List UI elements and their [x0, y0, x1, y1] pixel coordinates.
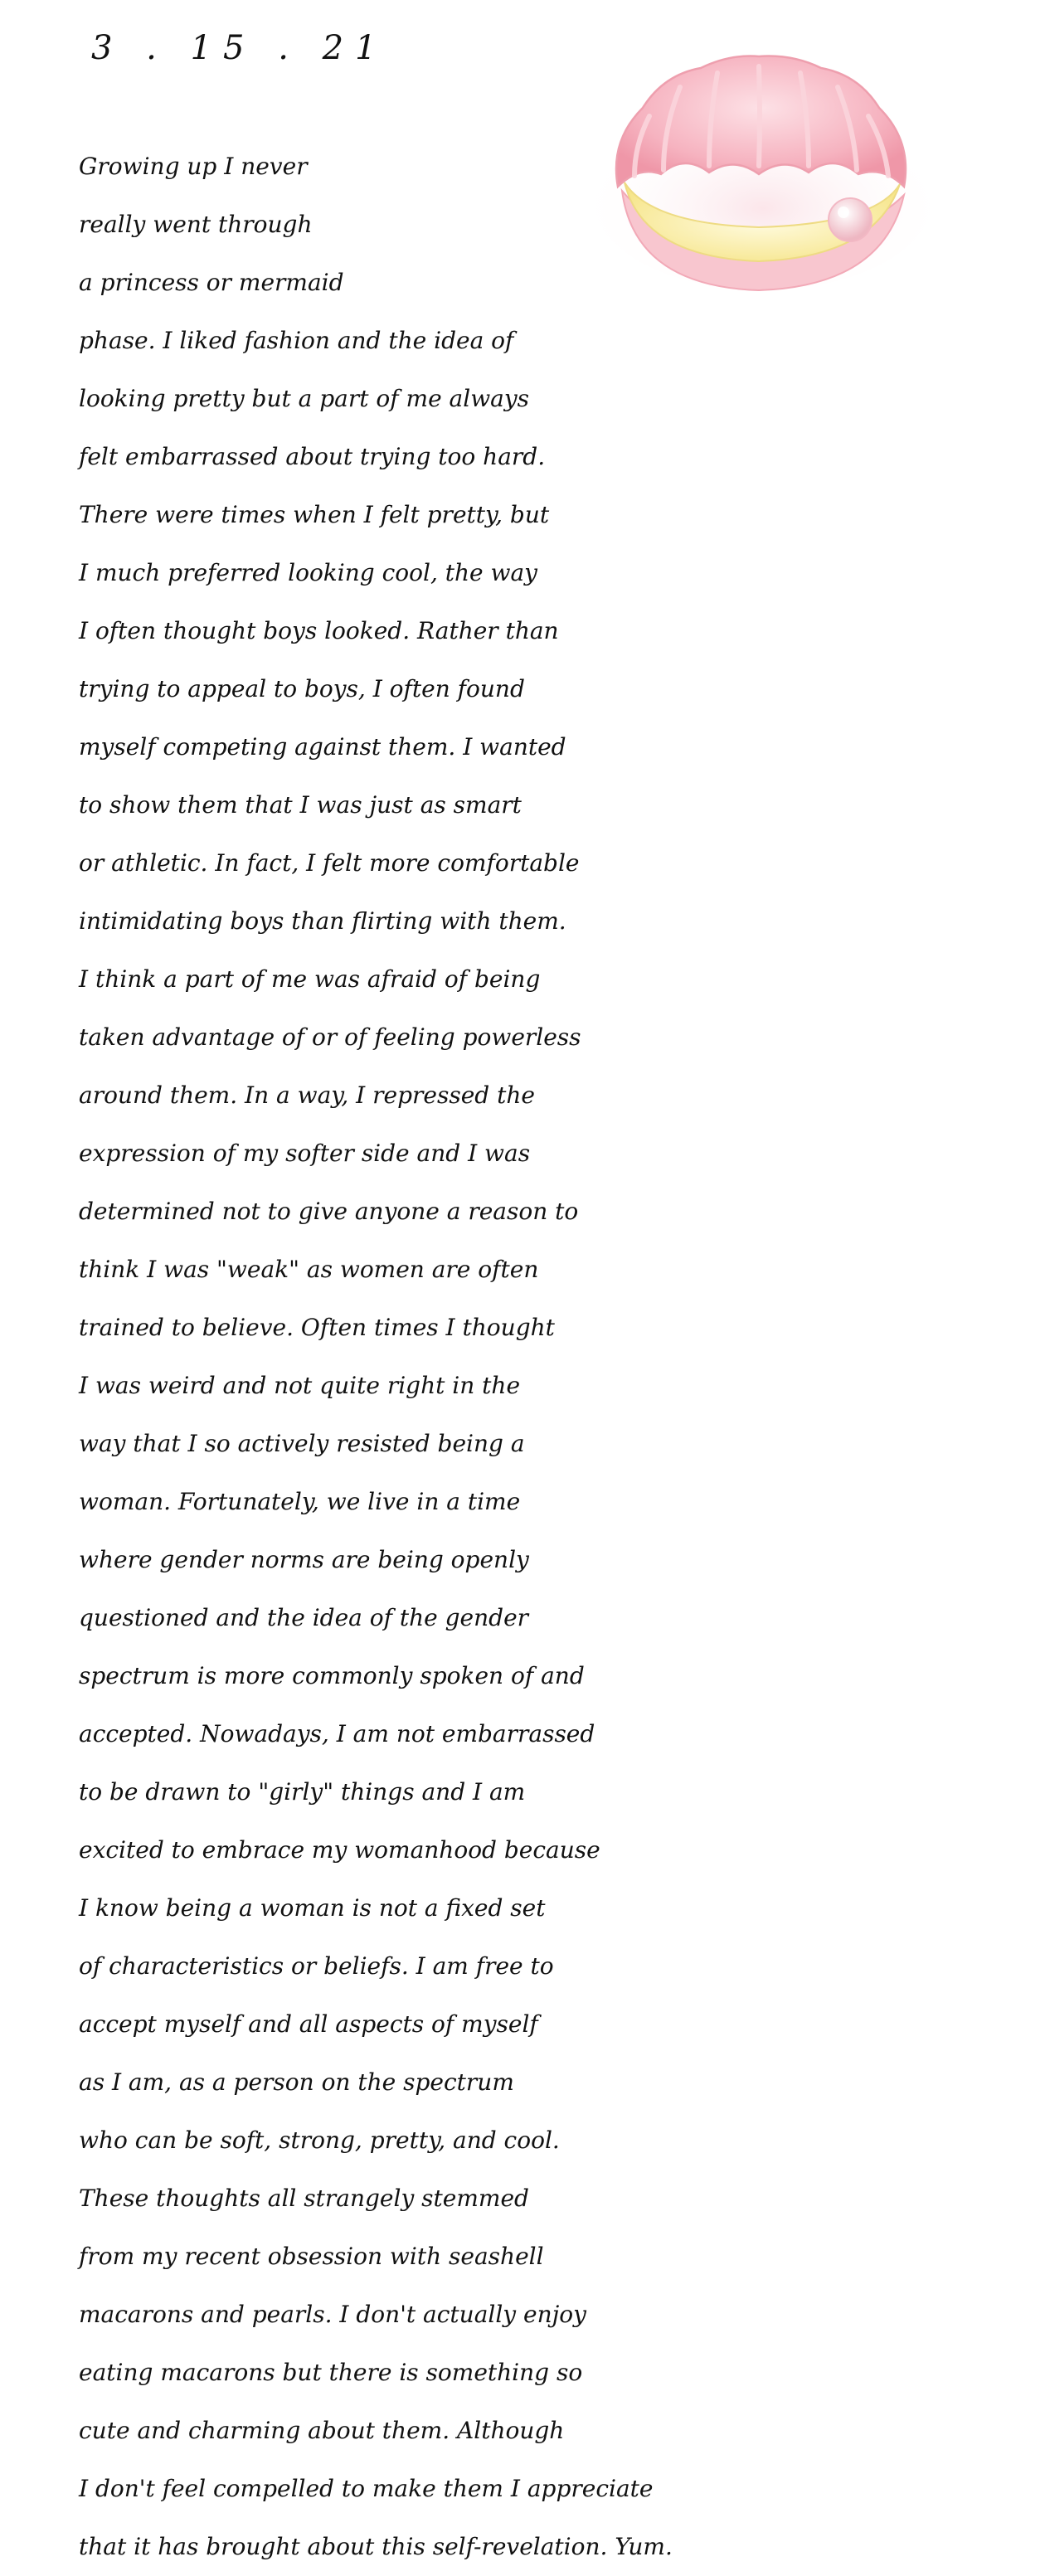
text-line: I think a part of me was afraid of being: [79, 965, 541, 993]
text-line: who can be soft, strong, pretty, and cool.: [79, 2126, 560, 2154]
text-line: These thoughts all strangely stemmed: [79, 2185, 529, 2212]
text-line: I was weird and not quite right in the: [79, 1372, 521, 1399]
text-line: accepted. Nowadays, I am not embarrassed: [79, 1720, 595, 1747]
text-line: I don't feel compelled to make them I appreciate: [79, 2475, 654, 2502]
journal-entry-text: [79, 138, 1033, 2576]
text-line: macarons and pearls. I don't actually enjoy: [79, 2301, 586, 2328]
text-line: excited to embrace my womanhood because: [79, 1836, 600, 1864]
text-line: think I was "weak" as women are often: [79, 1256, 539, 1283]
text-line: cute and charming about them. Although: [79, 2417, 565, 2444]
text-line: to be drawn to "girly" things and I am: [79, 1778, 526, 1806]
text-line: around them. In a way, I repressed the: [79, 1081, 535, 1109]
text-line: really went through: [79, 211, 313, 238]
text-line: Growing up I never: [79, 153, 308, 180]
text-line: or athletic. In fact, I felt more comfortable: [79, 849, 580, 877]
text-line: that it has brought about this self-revelation. Yum.: [79, 2533, 673, 2560]
text-line: eating macarons but there is something so: [79, 2359, 583, 2386]
text-line: spectrum is more commonly spoken of and: [79, 1662, 585, 1689]
text-line: woman. Fortunately, we live in a time: [79, 1488, 521, 1515]
text-line: trying to appeal to boys, I often found: [79, 675, 525, 702]
text-line: taken advantage of or of feeling powerless: [79, 1023, 581, 1051]
text-line: myself competing against them. I wanted: [79, 733, 566, 761]
text-line: way that I so actively resisted being a: [79, 1430, 525, 1457]
text-line: expression of my softer side and I was: [79, 1140, 531, 1167]
entry-date: 3 . 15 . 21: [91, 29, 388, 67]
text-line: looking pretty but a part of me always: [79, 385, 530, 412]
text-line: There were times when I felt pretty, but: [79, 501, 550, 528]
text-line: from my recent obsession with seashell: [79, 2243, 544, 2270]
text-line: I know being a woman is not a fixed set: [79, 1894, 546, 1922]
text-line: determined not to give anyone a reason to: [79, 1198, 579, 1225]
text-line: trained to believe. Often times I thought: [79, 1314, 555, 1341]
text-line: I much preferred looking cool, the way: [79, 559, 537, 586]
text-line: phase. I liked fashion and the idea of: [79, 327, 514, 354]
text-line: where gender norms are being openly: [79, 1546, 529, 1573]
text-line: felt embarrassed about trying too hard.: [79, 443, 546, 470]
text-line: a princess or mermaid: [79, 269, 344, 296]
text-line: to show them that I was just as smart: [79, 791, 522, 819]
text-line: I often thought boys looked. Rather than: [79, 617, 559, 644]
text-line: as I am, as a person on the spectrum: [79, 2068, 514, 2096]
text-line: questioned and the idea of the gender: [79, 1604, 529, 1631]
text-line: intimidating boys than flirting with them.: [79, 907, 566, 935]
text-line: accept myself and all aspects of myself: [79, 2010, 538, 2038]
text-line: of characteristics or beliefs. I am free to: [79, 1952, 554, 1980]
